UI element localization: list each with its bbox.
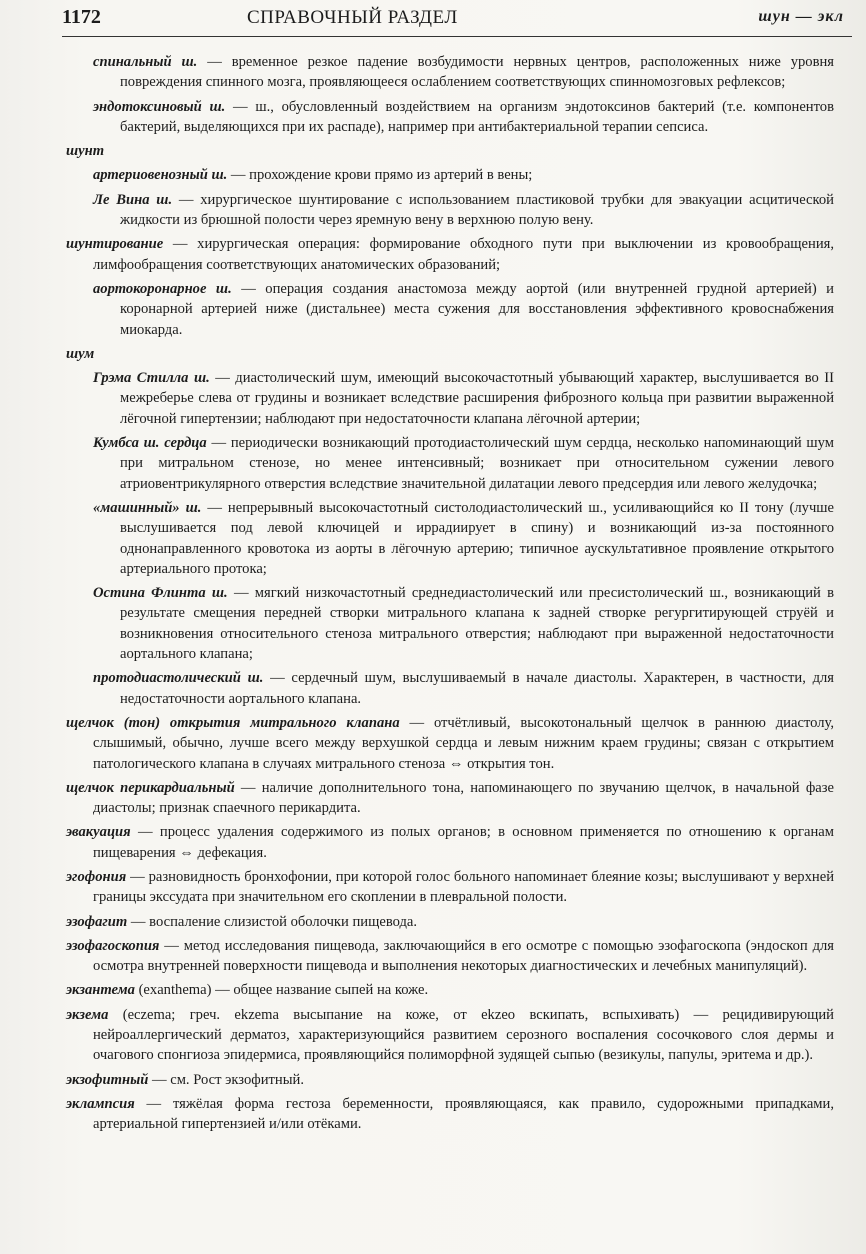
entry-term: артериовенозный ш.: [93, 167, 228, 184]
entry-term: Ле Вина ш.: [93, 191, 173, 208]
entry-term: шунтирование: [66, 236, 164, 253]
entry-definition: — ш., обусловленный воздействием на организм эндотоксинов бактерий (т.е. компонентов бактерий, выделяющихся при их распаде), например при антибактериальной терапии сепсиса.: [120, 98, 834, 135]
entry-term: аортокоронарное ш.: [93, 280, 232, 297]
entry-definition: — воспаление слизистой оболочки пищевода.: [127, 913, 418, 930]
entry-definition: — процесс удаления содержимого из полых органов; в основном применяется по отношению к органам пищеварения ⇔ дефекация.: [93, 824, 834, 861]
entry-definition: (eczema; греч. ekzema высыпание на коже, от ekzeo вскипать, вспыхивать) — рецидивирующий нейроаллергический дерматоз, характеризующийся развитием серозного воспаления сосочкового слоя дермы и очагового спонгиоза эпидермиса, проявляющийся полиморфной зудящей сыпью (везикулы, папулы, эритема и др.).: [93, 1006, 834, 1064]
entry-term: Грэма Стилла ш.: [93, 370, 210, 387]
entry-term: «машинный» ш.: [93, 499, 202, 516]
dictionary-entry: [66, 713, 834, 774]
sub-entry: [93, 190, 834, 231]
entry-term: Кумбса ш. сердца: [93, 435, 207, 452]
dictionary-entries: [66, 52, 834, 1139]
sub-entry: [93, 668, 834, 709]
dictionary-entry: [66, 912, 834, 932]
entry-term: спинальный ш.: [93, 54, 198, 70]
page-header: [62, 2, 852, 37]
sub-entry: [93, 498, 834, 579]
entry-definition: — временное резкое падение возбудимости нервных центров, расположенных ниже уровня повреждения спинного мозга, проявляющееся ослаблением соответствующих спинномозговых рефлексов;: [120, 54, 834, 91]
entry-term: шунт: [66, 143, 105, 160]
dictionary-entry: [66, 1005, 834, 1066]
sub-entry: [93, 97, 834, 138]
dictionary-entry: [66, 1094, 834, 1135]
dictionary-entry: [66, 936, 834, 977]
entry-term: протодиастолический ш.: [93, 670, 264, 687]
entry-term: эндотоксиновый ш.: [93, 98, 226, 115]
entry-term: эгофония: [66, 868, 127, 885]
sub-entry: [93, 165, 834, 185]
dictionary-entry: [66, 778, 834, 819]
sub-entry: [93, 583, 834, 664]
sub-entry: [93, 368, 834, 429]
entry-definition: — мягкий низкочастотный среднедиастолический или пресистолический ш., возникающий в результате смещения передней створки митрального клапана к задней створке регургитирующей струёй и возникновения относительного стеноза митрального отверстия; наблюдают при выраженной недостаточности аортального клапана;: [120, 585, 834, 663]
entry-term: щелчок перикардиальный: [66, 779, 235, 796]
entry-definition: — разновидность бронхофонии, при которой голос больного напоминает блеяние козы; выслушивают у верхней границы экссудата при значительном его скоплении в плевральной полости.: [93, 868, 834, 906]
dictionary-entry: [66, 867, 834, 908]
entry-definition: — хирургическая операция: формирование обходного пути при выключении из кровообращения, лимфообращения соответствующих анатомических образований;: [93, 236, 834, 273]
entry-definition: — отчётливый, высокотональный щелчок в раннюю диастолу, слышимый, обычно, лучше всего между верхушкой сердца и левым нижним краем грудины; связан с открытием патологического клапана в случаях митрального стеноза ⇔ открытия тон.: [93, 714, 835, 772]
entry-definition: — тяжёлая форма гестоза беременности, проявляющаяся, как правило, судорожными припадками, артериальной гипертензией и/или отёками.: [93, 1095, 834, 1133]
entry-term: экзантема: [66, 982, 135, 999]
entry-heading: [66, 344, 834, 364]
entry-term: шум: [66, 345, 95, 362]
entry-definition: — операция создания анастомоза между аортой (или внутренней грудной артерией) и коронарной артерией ниже (дистальнее) места сужения для восстановления эффективного кровоснабжения миокарда.: [120, 280, 834, 338]
entry-definition: (exanthema) — общее название сыпей на коже.: [134, 982, 429, 999]
entry-definition: — хирургическое шунтирование с использованием пластиковой трубки для эвакуации асцитической жидкости из брюшной полости через яремную вену в верхнюю полую вену.: [120, 191, 834, 229]
entry-definition: — см. Рост экзофитный.: [148, 1071, 304, 1088]
dictionary-entry: [66, 980, 834, 1000]
sub-entry: [93, 279, 834, 340]
entry-definition: — наличие дополнительного тона, напоминающего по звучанию щелчок, в начальной фазе диастолы; признак спаечного перикардита.: [93, 779, 834, 817]
entry-heading: [66, 141, 834, 161]
entry-definition: — периодически возникающий протодиастолический шум сердца, несколько напоминающий шум при митральном стенозе, но менее интенсивный; возникает при относительном сужении левого атриовентрикулярного отверстия вследствие значительной дилатации левого предсердия или левого желудочка;: [120, 435, 835, 492]
entry-term: Остина Флинта ш.: [93, 585, 228, 602]
page-number: 1172: [62, 6, 101, 28]
dictionary-entry: [66, 234, 834, 275]
entry-term: эзофагит: [66, 913, 128, 930]
entry-term: экзофитный: [66, 1071, 149, 1088]
sub-entry: [93, 433, 834, 494]
entry-term: эклампсия: [66, 1095, 135, 1112]
entry-definition: — метод исследования пищевода, заключающийся в его осмотре с помощью эзофагоскопа (эндоскоп для осмотра внутренней поверхности пищевода и выполнения некоторых диагностических и лечебных манипуляций).: [93, 937, 834, 975]
entry-definition: — прохождение крови прямо из артерий в вены;: [227, 167, 533, 184]
sub-entry: [93, 52, 834, 93]
entry-definition: — непрерывный высокочастотный систолодиастолический ш., усиливающийся ко II тону (лучше выслушивается под левой ключицей и иррадиирует в спину) и возникающий из-за постоянного однонаправленного кровотока из аорты в лёгочную артерию; типичное аускультативное проявление открытого артериального протока;: [120, 499, 835, 577]
entry-term: экзема: [66, 1006, 109, 1023]
entry-term: эвакуация: [66, 824, 131, 841]
entry-definition: — диастолический шум, имеющий высокочастотный убывающий характер, выслушивается во II межреберье слева от грудины и возникает вследствие расширения фиброзного кольца при развитии выраженной лёгочной гипертензии; наблюдают при недостаточности клапана лёгочной артерии;: [120, 370, 834, 427]
guide-words: шун — экл: [758, 8, 844, 25]
entry-definition: — сердечный шум, выслушиваемый в начале диастолы. Характерен, в частности, для недостаточности аортального клапана.: [120, 670, 835, 707]
entry-term: эзофагоскопия: [66, 937, 160, 954]
entry-term: щелчок (тон) открытия митрального клапана: [66, 714, 400, 731]
dictionary-entry: [66, 822, 834, 863]
section-title: СПРАВОЧНЫЙ РАЗДЕЛ: [247, 7, 458, 28]
dictionary-entry: [66, 1070, 834, 1090]
